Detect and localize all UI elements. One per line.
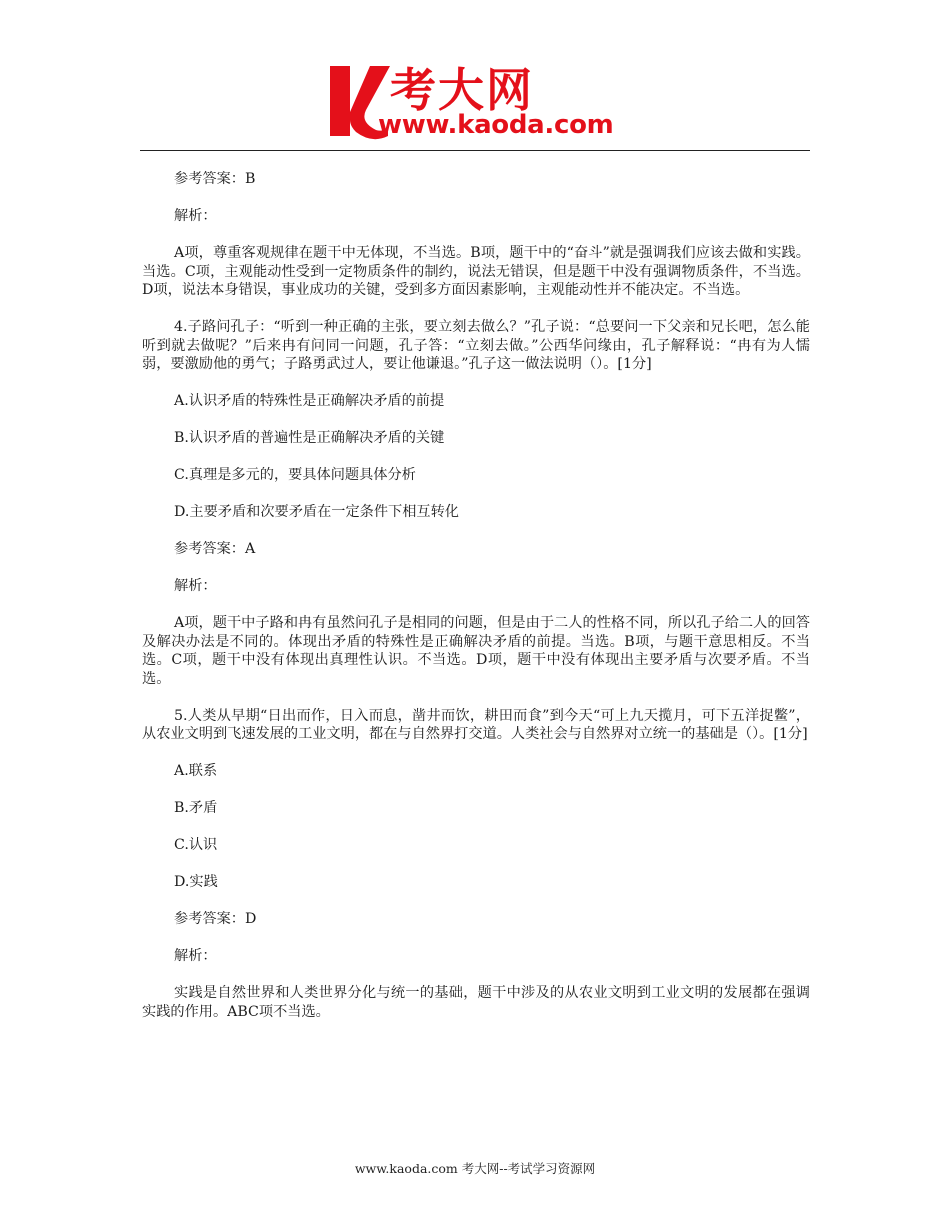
analysis-label: 解析： (174, 208, 217, 224)
page-footer: www.kaoda.com 考大网--考试学习资源网 (354, 1161, 596, 1176)
option-d: D.实践 (174, 874, 218, 890)
option-a: A.认识矛盾的特殊性是正确解决矛盾的前提 (174, 393, 445, 409)
question-4: 4.子路问孔子：“听到一种正确的主张，要立刻去做么？”孔子说：“总要问一下父亲和兄长吧，怎么能听到就去做呢？”后来冉有问同一问题，孔子答：“立刻去做。”公西华问缘由，孔子解释说：“冉有为人懦弱，要激励他的勇气；子路勇武过人，要让他谦退。”孔子这一做法说明（）。[1分] (142, 319, 810, 372)
answer-line: 参考答案：A (174, 541, 256, 557)
analysis-label: 解析： (174, 578, 217, 594)
logo-chinese-text: 考大网 (390, 63, 534, 117)
analysis-paragraph: 实践是自然世界和人类世界分化与统一的基础，题干中涉及的从农业文明到工业文明的发展都在强调实践的作用。ABC项不当选。 (142, 985, 810, 1020)
option-a: A.联系 (174, 763, 218, 779)
option-b: B.矛盾 (174, 800, 218, 816)
header-divider (140, 150, 810, 151)
analysis-paragraph: A项，尊重客观规律在题干中无体现，不当选。B项，题干中的“奋斗”就是强调我们应该去做和实践。当选。C项，主观能动性受到一定物质条件的制约，说法无错误，但是题干中没有强调物质条件，不当选。D项，说法本身错误，事业成功的关键，受到多方面因素影响，主观能动性并不能决定。不当选。 (142, 245, 810, 298)
logo-url-text: www.kaoda.com (378, 110, 614, 140)
analysis-paragraph: A项，题干中子路和冉有虽然问孔子是相同的问题，但是由于二人的性格不同，所以孔子给二人的回答及解决办法是不同的。体现出矛盾的特殊性是正确解决矛盾的前提。当选。B项，与题干意思相反。不当选。C项，题干中没有体现出真理性认识。不当选。D项，题干中没有体现出主要矛盾与次要矛盾。不当选。 (142, 615, 810, 687)
option-b: B.认识矛盾的普遍性是正确解决矛盾的关键 (174, 430, 445, 446)
option-d: D.主要矛盾和次要矛盾在一定条件下相互转化 (174, 504, 459, 520)
document-body (142, 170, 810, 1040)
option-c: C.真理是多元的，要具体问题具体分析 (174, 467, 416, 483)
answer-line: 参考答案：D (174, 911, 257, 927)
answer-line: 参考答案：B (174, 171, 256, 187)
question-5: 5.人类从早期“日出而作，日入而息，凿井而饮，耕田而食”到今天“可上九天揽月，可下五洋捉鳖”，从农业文明到飞速发展的工业文明，都在与自然界打交道。人类社会与自然界对立统一的基础是（）。[1分] (142, 707, 810, 742)
analysis-label: 解析： (174, 948, 217, 964)
option-c: C.认识 (174, 837, 218, 853)
site-logo (326, 60, 636, 144)
